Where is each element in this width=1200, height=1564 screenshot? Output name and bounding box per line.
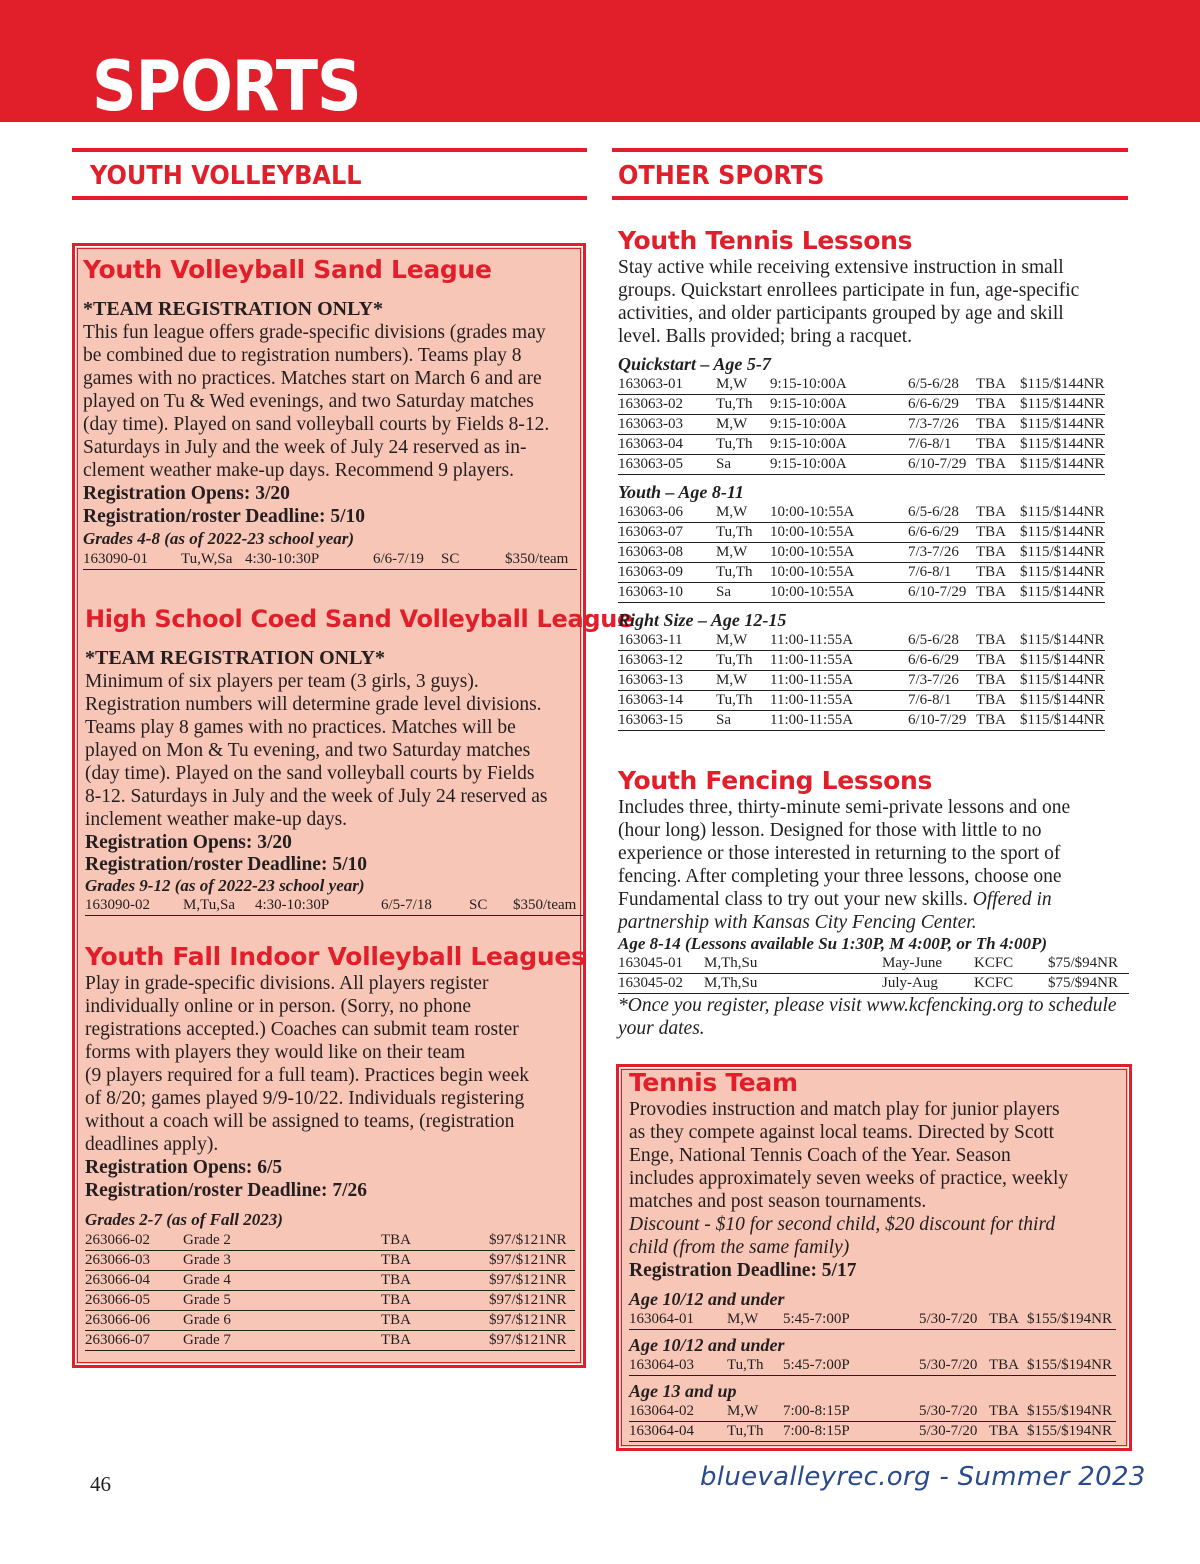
course-days: Sa [716,456,731,472]
fall-indoor-desc [85,972,580,1156]
discount-line: Discount - $10 for second child, $20 discount for third [629,1214,1056,1235]
course-days: M,Th,Su [704,975,758,991]
table-row [629,1356,1116,1376]
course-location: SC [441,551,460,567]
course-days: Tu,Th [716,396,753,412]
course-fee: $115/$144NR [1020,524,1105,540]
course-dates: 6/10-7/29 [908,584,967,600]
course-days: M,Th,Su [704,955,758,971]
desc-line: (hour long) lesson. Designed for those with little to no [618,820,1042,841]
course-time: 9:15-10:00A [770,396,847,412]
course-days: M,W [716,544,748,560]
course-grade: Grade 5 [183,1292,231,1308]
course-location: TBA [976,584,1006,600]
course-location: TBA [989,1311,1019,1327]
hs-league-deadline: Registration/roster Deadline: 5/10 [85,854,367,875]
course-grade: Grade 7 [183,1332,231,1348]
course-time: 10:00-10:55A [770,544,855,560]
header-banner [0,0,1200,128]
course-code: 163063-10 [618,584,683,600]
course-code: 163063-11 [618,632,683,648]
course-fee: $155/$194NR [1027,1423,1113,1439]
course-code: 163063-05 [618,456,683,472]
course-location: TBA [989,1357,1019,1373]
course-days: Tu,W,Sa [181,551,233,567]
tennis-team-block [629,1068,1124,1442]
course-fee: $155/$194NR [1027,1311,1113,1327]
course-location: TBA [976,692,1006,708]
tennis-group-label: Right Size – Age 12-15 [618,610,787,630]
hs-league-block [85,604,634,916]
hs-league-desc [85,670,585,831]
course-fee: $75/$94NR [1048,955,1119,971]
desc-line: level. Balls provided; bring a racquet. [618,326,913,347]
hs-league-reg-opens: Registration Opens: 3/20 [85,832,292,853]
course-fee: $115/$144NR [1020,712,1105,728]
course-code: 163063-14 [618,692,683,708]
table-row [618,395,1105,415]
tennis-lessons-block [618,226,1128,731]
course-location: TBA [976,632,1006,648]
course-time: 10:00-10:55A [770,584,855,600]
desc-line: without a coach will be assigned to teams, (registration [85,1111,515,1132]
course-code: 163063-01 [618,376,683,392]
desc-line: deadlines apply). [85,1134,219,1155]
course-dates: 5/30-7/20 [919,1357,978,1373]
course-days: Tu,Th [716,692,753,708]
course-dates: 6/10-7/29 [908,456,967,472]
course-code: 163063-07 [618,524,683,540]
desc-line: (day time). Played on sand volleyball courts by Fields 8-12. [83,414,550,435]
hs-league-grades: Grades 9-12 (as of 2022-23 school year) [85,876,365,895]
course-dates: 6/6-6/29 [908,396,959,412]
course-location: TBA [976,504,1006,520]
course-location: TBA [976,376,1006,392]
course-code: 163063-02 [618,396,683,412]
course-dates: 5/30-7/20 [919,1311,978,1327]
course-dates: 6/6-6/29 [908,524,959,540]
course-dates: 6/5-6/28 [908,504,959,520]
table-row [618,455,1105,475]
course-time: 9:15-10:00A [770,456,847,472]
table-row [618,651,1105,671]
desc-line: This fun league offers grade-specific divisions (grades may [83,322,546,343]
course-days: Tu,Th [716,652,753,668]
table-row [85,1271,575,1291]
sand-league-desc [83,321,583,482]
course-time: 9:15-10:00A [770,416,847,432]
desc-text: Fundamental class to try out your new skills. [618,889,973,910]
course-fee: $115/$144NR [1020,416,1105,432]
desc-line: Minimum of six players per team (3 girls, 3 guys). [85,671,479,692]
desc-line: fencing. After completing your three lessons, choose one [618,866,1062,887]
course-time: 9:15-10:00A [770,376,847,392]
desc-line: Enge, National Tennis Coach of the Year. Season [629,1145,1011,1166]
fall-indoor-deadline: Registration/roster Deadline: 7/26 [85,1180,367,1201]
course-location: TBA [381,1292,411,1308]
tennis-team-group-label: Age 13 and up [629,1381,737,1401]
course-dates: 6/5-6/28 [908,632,959,648]
table-row [618,415,1105,435]
desc-line [618,888,1130,911]
course-time: 7:00-8:15P [783,1423,850,1439]
desc-line: played on Tu & Wed evenings, and two Saturday matches [83,391,534,412]
course-time: 10:00-10:55A [770,504,855,520]
desc-line: Registration numbers will determine grade level divisions. [85,694,542,715]
sand-league-block [83,255,583,570]
hs-league-note: *TEAM REGISTRATION ONLY* [85,647,386,669]
course-location: TBA [381,1312,411,1328]
course-days: M,W [716,376,748,392]
course-fee: $97/$121NR [489,1272,567,1288]
course-code: 263066-04 [85,1272,150,1288]
fall-indoor-title: Youth Fall Indoor Volleyball Leagues [85,942,586,971]
course-days: Sa [716,712,731,728]
course-dates: 7/3-7/26 [908,416,959,432]
tennis-team-deadline: Registration Deadline: 5/17 [629,1260,857,1281]
course-dates: 6/10-7/29 [908,712,967,728]
table-row [629,1310,1116,1330]
desc-line: Saturdays in July and the week of July 24 reserved as in- [83,437,527,458]
course-code: 163045-02 [618,975,683,991]
sand-league-reg-opens: Registration Opens: 3/20 [83,483,290,504]
course-days: M,W [727,1403,759,1419]
course-location: SC [469,897,488,913]
youth-volleyball-section-header [72,148,587,200]
course-location: TBA [976,436,1006,452]
course-fee: $155/$194NR [1027,1357,1113,1373]
course-fee: $115/$144NR [1020,672,1105,688]
course-fee: $97/$121NR [489,1332,567,1348]
course-days: M,W [727,1311,759,1327]
desc-line: activities, and older participants grouped by age and skill [618,303,1064,324]
fall-indoor-reg-opens: Registration Opens: 6/5 [85,1157,283,1178]
course-dates: May-June [882,955,942,971]
course-location: TBA [976,524,1006,540]
fencing-note [618,994,1130,1040]
discount-line: child (from the same family) [629,1237,850,1258]
page-title: SPORTS [92,45,361,128]
course-fee: $350/team [513,897,577,913]
sand-league-note: *TEAM REGISTRATION ONLY* [83,298,384,320]
footer-site: bluevalleyrec.org - Summer 2023 [700,1462,1146,1492]
course-fee: $350/team [505,551,569,567]
course-code: 263066-06 [85,1312,150,1328]
table-row [618,671,1105,691]
desc-line: Stay active while receiving extensive instruction in small [618,257,1064,278]
course-time: 5:45-7:00P [783,1311,850,1327]
table-row [618,503,1105,523]
course-dates: 5/30-7/20 [919,1423,978,1439]
table-row [629,1402,1116,1422]
course-fee: $115/$144NR [1020,692,1105,708]
course-days: Tu,Th [716,564,753,580]
desc-line: Teams play 8 games with no practices. Matches will be [85,717,516,738]
desc-line: 8-12. Saturdays in July and the week of July 24 reserved as [85,786,548,807]
course-code: 163063-04 [618,436,683,452]
table-row [85,896,583,916]
table-row [85,1231,575,1251]
course-fee: $115/$144NR [1020,456,1105,472]
course-dates: 7/6-8/1 [908,436,952,452]
course-location: TBA [989,1403,1019,1419]
table-row [618,691,1105,711]
course-location: TBA [976,564,1006,580]
table-row [618,583,1105,603]
course-grade: Grade 4 [183,1272,231,1288]
course-location: TBA [976,652,1006,668]
desc-line: Includes three, thirty-minute semi-private lessons and one [618,797,1071,818]
desc-line: forms with players they would like on their team [85,1042,466,1063]
desc-line: be combined due to registration numbers). Teams play 8 [83,345,522,366]
course-time: 4:30-10:30P [255,897,330,913]
tennis-team-desc [629,1098,1124,1213]
course-days: M,W [716,632,748,648]
course-time: 11:00-11:55A [770,632,854,648]
desc-italic-text: Offered in [972,889,1052,910]
table-row [85,1251,575,1271]
course-code: 163064-03 [629,1357,694,1373]
course-fee: $75/$94NR [1048,975,1119,991]
desc-line: clement weather make-up days. Recommend 9 players. [83,460,515,481]
table-row [85,1311,575,1331]
other-sports-heading: OTHER SPORTS [618,160,825,191]
course-location: TBA [381,1252,411,1268]
course-time: 11:00-11:55A [770,672,854,688]
course-fee: $97/$121NR [489,1292,567,1308]
tennis-group-label: Youth – Age 8-11 [618,482,744,502]
course-code: 163063-13 [618,672,683,688]
course-dates: 6/5-6/28 [908,376,959,392]
course-location: TBA [989,1423,1019,1439]
table-row [618,974,1129,994]
course-code: 163063-06 [618,504,683,520]
table-row [618,543,1105,563]
course-fee: $115/$144NR [1020,376,1105,392]
course-fee: $155/$194NR [1027,1403,1113,1419]
course-code: 263066-02 [85,1232,150,1248]
course-dates: 7/3-7/26 [908,544,959,560]
course-code: 163090-01 [83,551,148,567]
sand-league-grades: Grades 4-8 (as of 2022-23 school year) [83,529,355,548]
course-days: Tu,Th [727,1423,764,1439]
course-code: 263066-05 [85,1292,150,1308]
desc-line: played on Mon & Tu evening, and two Saturday matches [85,740,531,761]
course-code: 163045-01 [618,955,683,971]
course-code: 263066-03 [85,1252,150,1268]
course-grade: Grade 2 [183,1232,231,1248]
tennis-team-discount [629,1213,1124,1259]
desc-line: Play in grade-specific divisions. All players register [85,973,489,994]
tennis-lessons-desc [618,256,1128,348]
course-fee: $97/$121NR [489,1312,567,1328]
course-time: 7:00-8:15P [783,1403,850,1419]
course-fee: $115/$144NR [1020,632,1105,648]
other-sports-section-header [612,148,1128,200]
desc-line: (day time). Played on the sand volleyball courts by Fields [85,763,535,784]
course-location: KCFC [974,975,1014,991]
desc-line: as they compete against local teams. Directed by Scott [629,1122,1055,1143]
tennis-team-group-label: Age 10/12 and under [629,1289,785,1309]
course-dates: 6/6-6/29 [908,652,959,668]
table-row [618,631,1105,651]
course-code: 163063-12 [618,652,683,668]
sand-league-deadline: Registration/roster Deadline: 5/10 [83,506,365,527]
desc-line: groups. Quickstart enrollees participate in fun, age-specific [618,280,1080,301]
tennis-team-group-label: Age 10/12 and under [629,1335,785,1355]
fencing-block [618,766,1130,1040]
course-dates: 7/3-7/26 [908,672,959,688]
table-row [618,375,1105,395]
fall-indoor-block [85,942,586,1351]
course-fee: $115/$144NR [1020,396,1105,412]
course-fee: $115/$144NR [1020,504,1105,520]
course-time: 11:00-11:55A [770,712,854,728]
youth-volleyball-heading: YOUTH VOLLEYBALL [90,160,362,191]
course-location: TBA [976,416,1006,432]
course-location: TBA [976,396,1006,412]
tennis-lessons-title: Youth Tennis Lessons [618,226,913,255]
course-location: TBA [976,672,1006,688]
course-code: 163063-15 [618,712,683,728]
course-days: M,W [716,504,748,520]
course-code: 163064-04 [629,1423,694,1439]
course-fee: $97/$121NR [489,1252,567,1268]
course-location: TBA [976,712,1006,728]
course-location: KCFC [974,955,1014,971]
course-fee: $115/$144NR [1020,544,1105,560]
course-code: 163063-09 [618,564,683,580]
course-fee: $115/$144NR [1020,584,1105,600]
course-grade: Grade 6 [183,1312,231,1328]
course-time: 11:00-11:55A [770,692,854,708]
course-fee: $115/$144NR [1020,652,1105,668]
table-row [85,1331,575,1351]
desc-line: of 8/20; games played 9/9-10/22. Individuals registering [85,1088,525,1109]
course-location: TBA [381,1272,411,1288]
desc-line: registrations accepted.) Coaches can submit team roster [85,1019,519,1040]
table-row [83,550,577,570]
course-days: Tu,Th [716,436,753,452]
desc-line: Provodies instruction and match play for junior players [629,1099,1060,1120]
desc-line: partnership with Kansas City Fencing Center. [618,912,977,933]
course-days: Tu,Th [716,524,753,540]
course-code: 163090-02 [85,897,150,913]
course-code: 163063-03 [618,416,683,432]
course-code: 263066-07 [85,1332,150,1348]
desc-line: includes approximately seven weeks of practice, weekly [629,1168,1069,1189]
course-location: TBA [381,1232,411,1248]
course-days: M,W [716,672,748,688]
course-fee: $115/$144NR [1020,436,1105,452]
course-grade: Grade 3 [183,1252,231,1268]
desc-line: matches and post season tournaments. [629,1191,927,1212]
desc-line: (9 players required for a full team). Practices begin week [85,1065,529,1086]
course-dates: 7/6-8/1 [908,692,952,708]
tennis-group-label: Quickstart – Age 5-7 [618,354,771,374]
course-code: 163063-08 [618,544,683,560]
course-fee: $115/$144NR [1020,564,1105,580]
page-number: 46 [90,1472,111,1496]
course-dates: 7/6-8/1 [908,564,952,580]
course-location: TBA [976,544,1006,560]
table-row [618,563,1105,583]
course-dates: 6/6-7/19 [373,551,424,567]
course-days: M,Tu,Sa [183,897,235,913]
hs-league-title: High School Coed Sand Volleyball League [85,605,634,633]
table-row [629,1422,1116,1442]
course-time: 11:00-11:55A [770,652,854,668]
course-dates: July-Aug [882,975,938,991]
note-line: *Once you register, please visit www.kcfencking.org to schedule [618,995,1117,1016]
tennis-team-title: Tennis Team [629,1068,798,1097]
course-code: 163064-02 [629,1403,694,1419]
table-row [618,435,1105,455]
course-code: 163064-01 [629,1311,694,1327]
course-location: TBA [381,1332,411,1348]
fencing-age-label: Age 8-14 (Lessons available Su 1:30P, M 4:00P, or Th 4:00P) [618,934,1048,953]
note-line: your dates. [618,1018,705,1039]
table-row [618,711,1105,731]
table-row [618,523,1105,543]
fencing-title: Youth Fencing Lessons [618,766,933,795]
course-fee: $97/$121NR [489,1232,567,1248]
course-days: Tu,Th [727,1357,764,1373]
course-time: 5:45-7:00P [783,1357,850,1373]
desc-line: games with no practices. Matches start on March 6 and are [83,368,542,389]
course-time: 10:00-10:55A [770,564,855,580]
desc-line: individually online or in person. (Sorry, no phone [85,996,471,1017]
desc-line: inclement weather make-up days. [85,809,348,830]
course-location: TBA [976,456,1006,472]
course-time: 9:15-10:00A [770,436,847,452]
sand-league-title: Youth Volleyball Sand League [83,255,492,284]
course-time: 10:00-10:55A [770,524,855,540]
fall-indoor-grades: Grades 2-7 (as of Fall 2023) [85,1210,283,1229]
fencing-desc [618,796,1130,934]
course-days: Sa [716,584,731,600]
course-time: 4:30-10:30P [245,551,320,567]
course-dates: 6/5-7/18 [381,897,432,913]
course-dates: 5/30-7/20 [919,1403,978,1419]
desc-line: experience or those interested in returning to the sport of [618,843,1061,864]
table-row [85,1291,575,1311]
course-days: M,W [716,416,748,432]
table-row [618,954,1129,974]
